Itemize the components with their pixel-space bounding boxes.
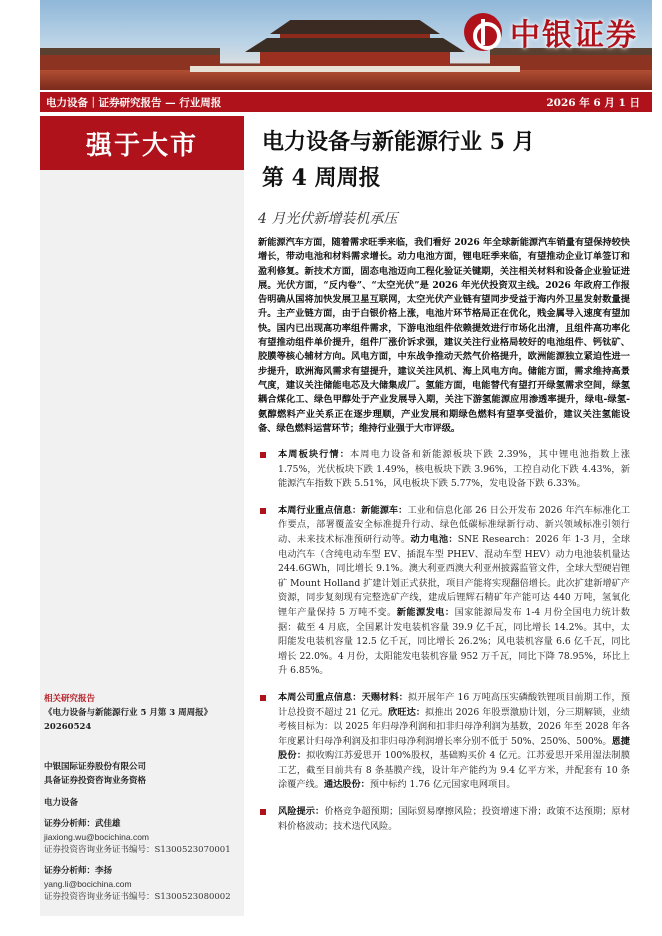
list-item (258, 805, 630, 834)
bullet-label: 本周板块行情： (278, 449, 350, 460)
firm-name: 中银国际证券股份有限公司 (44, 762, 147, 772)
sub-label: 新能源车： (361, 504, 408, 516)
logo-text: 中银证券 (510, 18, 638, 53)
bullet-square-icon (260, 452, 266, 458)
sub-label: 恩捷股份： (278, 735, 630, 762)
bullet-text: 拟推出 2026 年股票激励计划，分三期解锁，业绩考核目标为：以 2025 年归母净利润和扣非归母净利润为基数，2026 年至 2028 年各年度累计归母净利润及扣非归母净利润增长率分别不低于 50%、250%、500%。 (278, 706, 630, 747)
sub-label: 动力电池： (410, 533, 458, 545)
key-points-list (258, 448, 630, 846)
analyst-block (44, 818, 231, 857)
analyst-license: 证券投资咨询业务证书编号：S1300523070001 (44, 845, 231, 855)
firm-info (44, 760, 231, 904)
analyst-name: 李扬 (95, 866, 113, 876)
bullet-label: 风险提示： (278, 806, 325, 818)
bullet-text: 拟收购江苏爱思开 100%股权，基础购买价 4 亿元。江苏爱思开采用湿法制膜工艺，截至目前共有 8 条基膜产线，设计年产能约为 9.4 亿平方米，并配套有 10 条涂覆产线。 (278, 750, 631, 791)
list-item (258, 691, 630, 793)
analyst-license: 证券投资咨询业务证书编号：S1300523080002 (44, 892, 231, 902)
left-sidebar (40, 116, 244, 916)
sector-name: 电力设备 (44, 798, 79, 808)
bullet-square-icon (260, 809, 266, 815)
bullet-text: 国家能源局发布 1-4 月份全国电力统计数据：截至 4 月底，全国累计发电装机容量 39.9 亿千瓦，同比增长 14.2%。其中，太阳能发电装机容量 12.5 亿千瓦，同比增长 26.2%；风电装机容量 6.6 亿千瓦，同比增长 22.0%。4 月份，太阳能发电装机容量 952 万千瓦，同比下降 78.95%，环比上升 6.85%。 (278, 606, 630, 677)
related-reports-heading: 相关研究报告 (44, 694, 96, 704)
summary-paragraph: 新能源汽车方面，随着需求旺季来临，我们看好 2026 年全球新能源汽车销量有望保持较快增长，带动电池和材料需求增长。动力电池方面，锂电旺季来临，有望推动企业订单签订和盈利修复。新技术方面，固态电池迈向工程化验证关键期，关注相关材料和设备企业验证进展。光伏方面，“反内卷”、“太空光伏”是 2026 年光伏投资双主线。2026 年政府工作报告明确从国将加快发展卫星互联网，太空光伏产业链有望同步受益于海内外卫星发射数量提升。主产业链方面，由于白银价格上涨，电池片环节格局正在优化，贱金属导入速度有望加快。国内已出现高功率组件需求，下游电池组件依赖提效进行市场化出清，且组件高功率化有望推动组件单价提升，组件厂涨价诉求强，建议关注行业格局较好的电池组件、钙钛矿、胶膜等核心辅材方向。风电方面，中东战争推动天然气价格提升，欧洲能源独立紧迫性进一步提升，欧洲海风需求有望提升，建议关注风机、海上风电方向。储能方面，需求维持高景气度，建议关注储能电芯及大储集成厂。氢能方面，电能替代有望打开绿氢需求空间，绿氢耦合煤化工、绿色甲醇处于产业发展导入期，关注下游氢能源应用渗透率提升，绿电-绿氢-氨醇燃料产业关系正在逐步理顺，产业发展和期绿色燃料有望享受溢价，建议关注氢能设备、绿色燃料运营环节；维持行业强于大市评级。 (258, 237, 630, 434)
bullet-label: 本周公司重点信息： (278, 691, 362, 703)
bullet-label: 本周行业重点信息： (278, 504, 362, 516)
boc-logo-icon (464, 13, 502, 51)
brand-logo (464, 10, 638, 54)
bullet-text: 工业和信息化部 26 日公开发布 2026 年汽车标准化工作要点，部署覆盖安全标准提升行动、绿色低碳标准绿新行动、新兴领域标准引领行动、未来技术标准预研行动等。 (278, 504, 631, 545)
sub-label: 新能源发电： (396, 606, 455, 618)
report-title-line1: 电力设备与新能源行业 5 月 (262, 129, 535, 155)
analyst-name: 武佳雄 (95, 819, 121, 829)
analyst-block (44, 865, 231, 904)
sub-label: 欣旺达： (388, 706, 426, 718)
report-header-bar (40, 92, 652, 112)
analyst-email[interactable]: yang.li@bocichina.com (44, 879, 132, 889)
analyst-label: 证券分析师： (44, 819, 96, 829)
related-report-item: 《电力设备与新能源行业 5 月第 3 周周报》20260524 (44, 708, 213, 732)
firm-qualification: 具备证券投资咨询业务资格 (44, 776, 147, 786)
report-date: 2026 年 6 月 1 日 (546, 96, 640, 109)
bullet-square-icon (260, 695, 266, 701)
bullet-text: 价格竞争超预期；国际贸易摩擦风险；投资增速下滑；政策不达预期；原材料价格波动；技术迭代风险。 (278, 806, 631, 832)
bullet-text: 拟开展年产 16 万吨高压实磷酸铁锂项目前期工作，预计总投资不超过 21 亿元。 (278, 691, 631, 718)
sub-label: 通达股份： (323, 779, 370, 791)
rating-badge: 强于大市 (40, 116, 244, 170)
breadcrumb: 电力设备｜证券研究报告 — 行业周报 (46, 96, 222, 109)
bullet-text: SNE Research：2026 年 1-3 月，全球电动汽车（含纯电动车型 EV、插混车型 PHEV、混动车型 HEV）动力电池装机量达 244.6GWh，同比增长 9.1%。澳大利亚西澳大利亚州披露监管文件，全球大型硬岩锂矿 Mount Holland 扩建计划正式获批，项目产能将实现翻倍增长。此次扩建新增矿产资源，同步复刻现有完整选矿产线，建成后锂辉石精矿年产能可达 440 万吨，氢氧化锂年产量保持 5 万吨不变。 (278, 533, 631, 618)
header-banner-image (40, 0, 652, 90)
analyst-label: 证券分析师： (44, 866, 96, 876)
list-item (258, 504, 630, 679)
report-title-line2: 第 4 周周报 (262, 165, 381, 191)
related-reports (44, 692, 240, 734)
sub-label: 天赐材料： (361, 691, 409, 703)
report-title (262, 124, 642, 196)
bullet-square-icon (260, 508, 266, 514)
bullet-text: 预中标约 1.76 亿元国家电网项目。 (369, 779, 516, 791)
analyst-email[interactable]: jiaxiong.wu@bocichina.com (44, 832, 150, 842)
list-item (258, 448, 630, 492)
report-subtitle: 4 月光伏新增装机承压 (258, 211, 398, 227)
bullet-text: 本周电力设备和新能源板块下跌 2.39%，其中锂电池指数上涨 1.75%，光伏板块下跌 1.49%，核电板块下跌 3.96%，工控自动化下跌 4.43%，新能源汽车指数下跌 5.51%，风电板块下跌 5.77%，发电设备下跌 6.33%。 (278, 449, 631, 490)
side-info-panel (40, 170, 244, 916)
